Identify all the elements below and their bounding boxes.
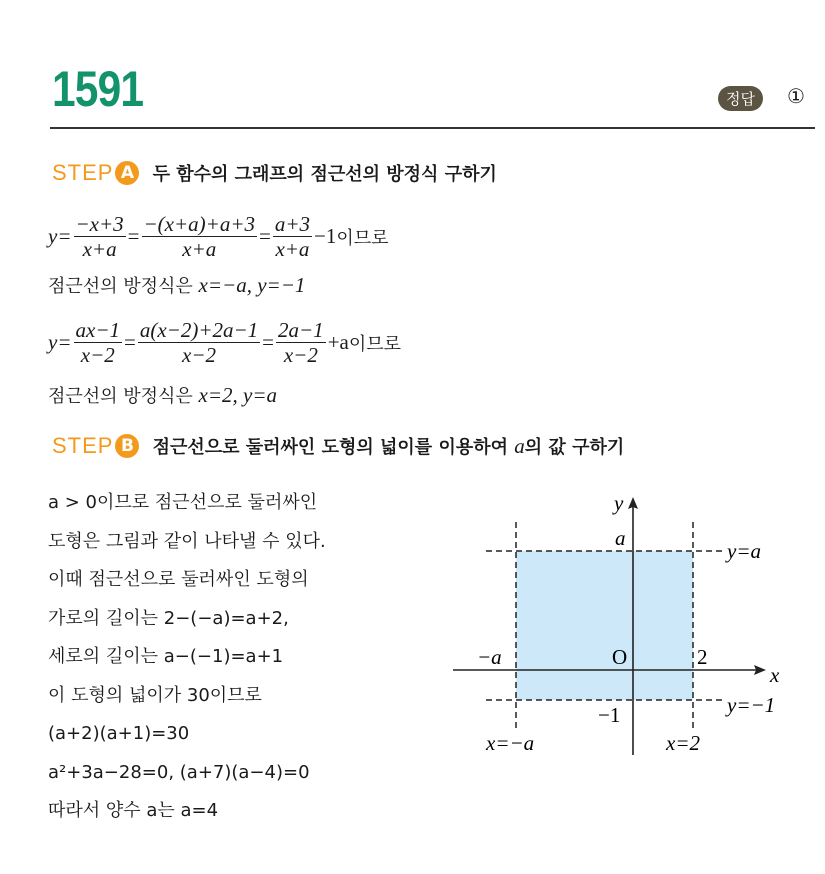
- text: 점근선의 방정식은: [48, 276, 199, 297]
- two-label: 2: [697, 645, 708, 669]
- line-y-neg1-label: y=−1: [727, 693, 776, 717]
- math: x=2, y=a: [198, 383, 278, 407]
- numerator: a+3: [274, 212, 311, 236]
- denominator: x−2: [80, 343, 115, 367]
- title-var: a: [514, 434, 525, 458]
- denominator: x+a: [82, 237, 117, 261]
- body-line: 가로의 길이는 2−(−a)=a+2,: [48, 607, 289, 629]
- enclosed-region: [516, 551, 693, 700]
- problem-number: 1591: [52, 61, 144, 117]
- body-line: a > 0이므로 점근선으로 둘러싸인: [48, 492, 318, 513]
- eq-tail: −1: [314, 224, 337, 248]
- eq-lhs: y=: [48, 330, 72, 354]
- x-axis-label: x: [770, 663, 780, 687]
- denominator: x−2: [182, 343, 216, 367]
- eq-suffix: 이므로: [336, 227, 389, 249]
- line-x-neg-a-label: x=−a: [486, 731, 535, 755]
- numerator: a(x−2)+2a−1: [139, 318, 259, 342]
- equals: =: [262, 330, 275, 354]
- line-x-2-label: x=2: [666, 731, 700, 755]
- line-y-a-label: y=a: [727, 539, 761, 563]
- text: 점근선의 방정식은: [48, 386, 199, 407]
- step-label: STEP: [52, 433, 114, 458]
- equals: =: [259, 224, 271, 248]
- y-axis-label: y: [614, 491, 624, 515]
- body-line: 세로의 길이는 a−(−1)=a+1: [48, 646, 284, 667]
- step-a-badge: A: [115, 161, 139, 185]
- origin-label: O: [612, 645, 628, 669]
- numerator: −(x+a)+a+3: [143, 212, 256, 236]
- eq-tail: +a: [327, 330, 349, 354]
- body-line: 따라서 양수 a는 a=4: [48, 800, 219, 821]
- numerator: ax−1: [75, 318, 120, 342]
- denominator: x−2: [283, 343, 318, 367]
- title-pre: 점근선으로 둘러싸인 도형의 넓이를 이용하여: [152, 437, 515, 458]
- numerator: 2a−1: [278, 318, 324, 342]
- denominator: x+a: [182, 237, 217, 261]
- neg-one-label: −1: [598, 703, 621, 727]
- a-label: a: [615, 526, 626, 550]
- step-a-title: 두 함수의 그래프의 점근선의 방정식 구하기: [152, 164, 497, 185]
- equals: =: [127, 224, 140, 248]
- eq-suffix: 이므로: [348, 333, 402, 355]
- body-line: (a+2)(a+1)=30: [48, 723, 190, 744]
- body-line: 이 도형의 넓이가 30이므로: [48, 684, 262, 706]
- denominator: x+a: [275, 237, 310, 261]
- body-line: 도형은 그림과 같이 나타낼 수 있다.: [48, 530, 326, 552]
- body-line: a²+3a−28=0, (a+7)(a−4)=0: [48, 761, 310, 783]
- neg-a-label: −a: [477, 645, 502, 669]
- answer-badge: 정답: [718, 86, 763, 111]
- title-post: 의 값 구하기: [524, 437, 625, 458]
- equals: =: [124, 330, 136, 354]
- step-label: STEP: [52, 160, 114, 185]
- answer-value: ①: [787, 84, 805, 108]
- step-b-badge: B: [115, 434, 139, 458]
- math: x=−a, y=−1: [198, 273, 306, 297]
- eq-lhs: y=: [48, 224, 72, 248]
- numerator: −x+3: [75, 212, 124, 236]
- body-line: 이때 점근선으로 둘러싸인 도형의: [48, 569, 309, 590]
